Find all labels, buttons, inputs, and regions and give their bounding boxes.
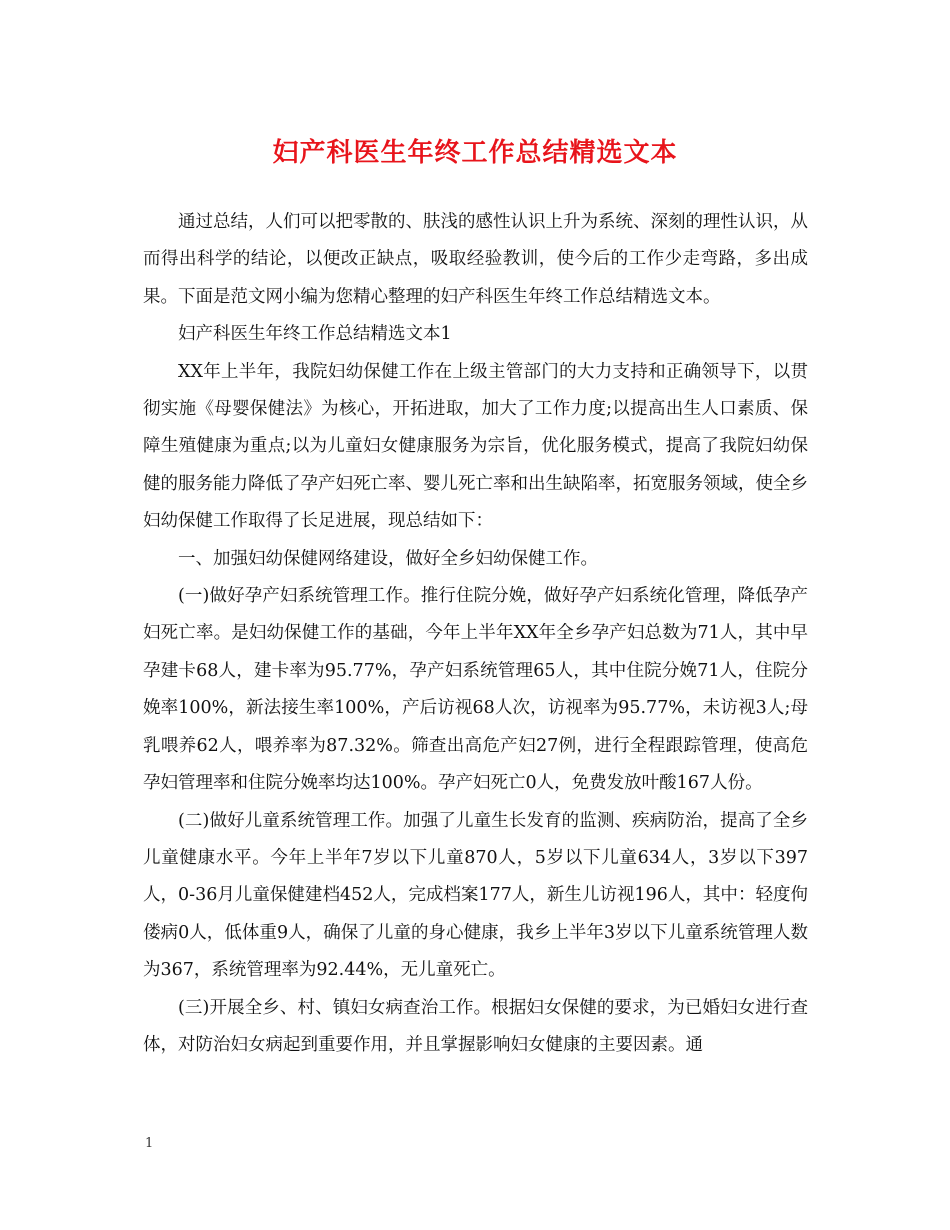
section-heading: 妇产科医生年终工作总结精选文本1: [178, 324, 452, 345]
document-title: 妇产科医生年终工作总结精选文本: [272, 138, 678, 168]
body-paragraph: (一)做好孕产妇系统管理工作。推行住院分娩，做好孕产妇系统化管理，降低孕产妇死亡率。是妇幼保健工作的基础，今年上半年XX年全乡孕产妇总数为71人，其中早孕建卡68人，建卡率为95.77%，孕产妇系统管理65人，其中住院分娩71人，住院分娩率100%，新法接生率100%，产后访视68人次，访视率为95.77%，未访视3人;母乳喂养62人，喂养率为87.32%。筛查出高危产妇27例，进行全程跟踪管理，使高危孕妇管理率和住院分娩率均达100%。孕产妇死亡0人，免费发放叶酸167人份。: [143, 586, 808, 794]
body-paragraph: XX年上半年，我院妇幼保健工作在上级主管部门的大力支持和正确领导下，以贯彻实施《母婴保健法》为核心，开拓进取，加大了工作力度;以提高出生人口素质、保障生殖健康为重点;以为儿童妇女健康服务为宗旨，优化服务模式，提高了我院妇幼保健的服务能力降低了孕产妇死亡率、婴儿死亡率和出生缺陷率，拓宽服务领域，使全乡妇幼保健工作取得了长足进展，现总结如下：: [143, 361, 808, 532]
body-paragraph: (三)开展全乡、村、镇妇女病查治工作。根据妇女保健的要求，为已婚妇女进行查体，对防治妇女病起到重要作用，并且掌握影响妇女健康的主要因素。通: [143, 997, 808, 1055]
document-body: [143, 204, 808, 1064]
intro-paragraph: 通过总结，人们可以把零散的、肤浅的感性认识上升为系统、深刻的理性认识，从而得出科学的结论，以便改正缺点，吸取经验教训，使今后的工作少走弯路，多出成果。下面是范文网小编为您精心整理的妇产科医生年终工作总结精选文本。: [143, 212, 808, 307]
subsection-heading: 一、加强妇幼保健网络建设，做好全乡妇幼保健工作。: [178, 548, 598, 569]
page-number: 1: [145, 1136, 154, 1151]
body-paragraph: (二)做好儿童系统管理工作。加强了儿童生长发育的监测、疾病防治，提高了全乡儿童健康水平。今年上半年7岁以下儿童870人，5岁以下儿童634人，3岁以下397人，0-36月儿童保健建档452人，完成档案177人，新生儿访视196人，其中：轻度佝偻病0人，低体重9人，确保了儿童的身心健康，我乡上半年3岁以下儿童系统管理人数为367，系统管理率为92.44%，无儿童死亡。: [143, 810, 808, 981]
